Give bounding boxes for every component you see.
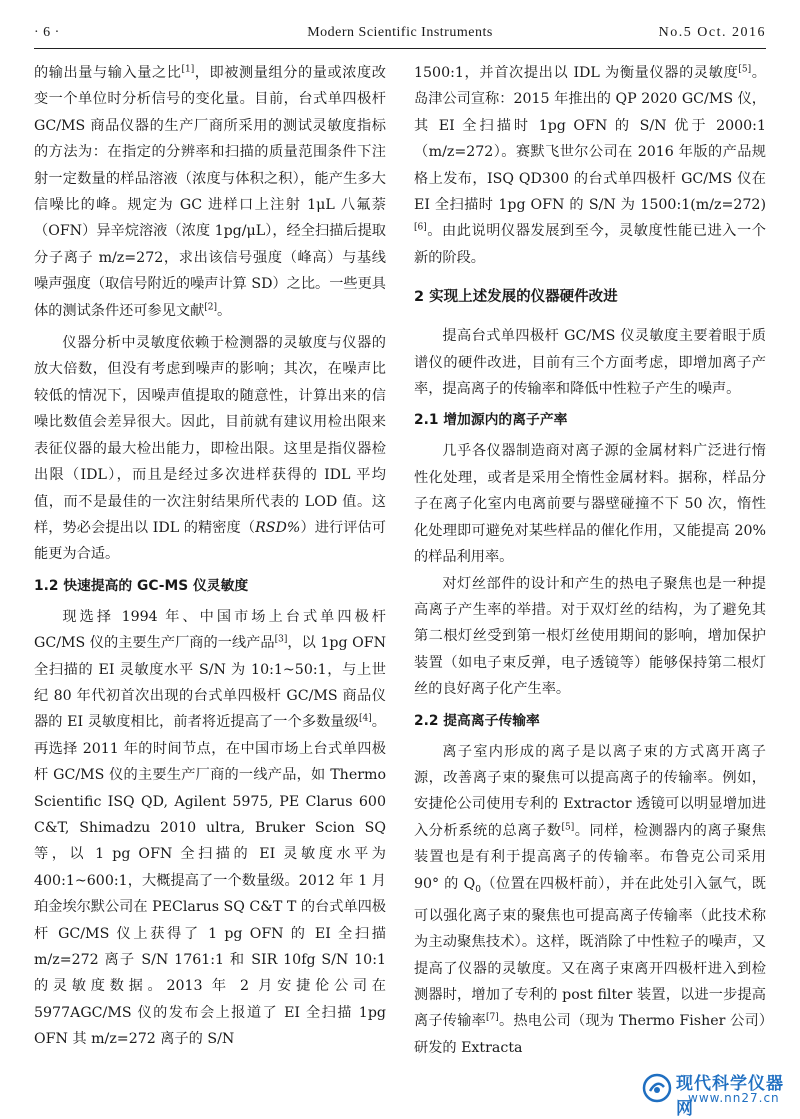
citation: [4] <box>358 713 372 724</box>
page-number: · 6 · <box>34 25 60 40</box>
journal-title: Modern Scientific Instruments <box>307 25 493 40</box>
citation: [7] <box>486 1012 499 1023</box>
watermark-title: 现代科学仪器网 <box>676 1074 784 1119</box>
paragraph: 对灯丝部件的设计和产生的热电子聚焦也是一种提高离子产生率的举措。对于双灯丝的结构，为了避免其第二根灯丝受到第一根灯丝使用期间的影响，增加保护装置（如电子束反弹，电子透镜等）能够保持第二根灯丝的良好离子化产生率。 <box>414 575 766 698</box>
section-heading-2: 2 实现上述发展的仪器硬件改进 <box>414 289 618 306</box>
citation: [3] <box>274 634 288 645</box>
paragraph: 离子室内形成的离子是以离子束的方式离开离子源，改善离子束的聚焦可以提高离子的传输率。例如，安捷伦公司使用专利的 Extractor 透镜可以明显增加进入分析系统的总离子数[5]。同样，检测器内的离子聚焦装置也是有利于提高离子的传输率。布鲁克公司采用 90° 的 $Q_0$（位置在四极杆前），并在此处引入氩气，既可以强化离子束的聚焦也可提高离子传输率（此技术称为主动聚焦技术）。这样，既消除了中性粒子的噪声，又提高了仪器的灵敏度。又在离子束离开四极杆进入到检测器时，增加了专利的 post filter 装置，以进一步提高离子传输率[7]。热电公司（现为 Thermo Fisher 公司）研发的 Extracta <box>414 743 766 1056</box>
paragraph: 仪器分析中灵敏度依赖于检测器的灵敏度与仪器的放大倍数，但没有考虑到噪声的影响；其次，在噪声比较低的情况下，因噪声值提取的随意性，计算出来的信噪比数值会差异很大。因此，目前就有建议用检出限来表征仪器的最大检出能力，即检出限。这里是指仪器检出限（IDL），而且是经过多次进样获得的 IDL 平均值，而不是最佳的一次注射结果所代表的 LOD 值。这样，势必会提出以 IDL 的精密度（RSD%）进行评估可能更为合适。 <box>34 335 386 563</box>
paragraph: 现选择 1994 年、中国市场上台式单四极杆 GC/MS 仪的主要生产厂商的一线产品[3]，以 1pg OFN 全扫描的 EI 灵敏度水平 S/N 为 10:1~50:1，与上世纪 80 年代初首次出现的台式单四极杆 GC/MS 商品仪器的 EI 灵敏度相比，前者将近提高了一个多数量级[4]。再选择 2011 年的时间节点，在中国市场上台式单四极杆 GC/MS 仪的主要生产厂商的一线产品，如 Thermo Scientific ISQ QD, Agilent 5975, PE Clarus 600 C&T, Shimadzu 2010 ultra, Bruker Scion SQ 等，以 1 pg OFN 全扫描的 EI 灵敏度水平为 400:1~600:1，大概提高了一个数量级。2012 年 1 月珀金埃尔默公司在 PEClarus SQ C&T T 的台式单四极杆 GC/MS 仪上获得了 1 pg OFN 的 EI 全扫描 m/z=272 离子 S/N 1761:1 和 SIR 10fg S/N 10:1 的灵敏度数据。2013 年 2 月安捷伦公司在 5977AGC/MS 仪的发布会上报道了 EI 全扫描 1pg OFN 其 m/z=272 离子的 S/N <box>34 608 386 1048</box>
site-watermark <box>642 1069 792 1119</box>
paragraph: 1500:1，并首次提出以 IDL 为衡量仪器的灵敏度[5]。岛津公司宣称：2015 年推出的 QP 2020 GC/MS 仪，其 EI 全扫描时 1pg OFN 的 S/N 优于 2000:1（m/z=272）。赛默飞世尔公司在 2016 年版的产品规格上发布，ISQ QD300 的台式单四极杆 GC/MS 仪在 EI 全扫描时 1pg OFN 的 S/N 为 1500:1(m/z=272)[6]。由此说明仪器发展到至今，灵敏度性能已进入一个新的阶段。 <box>414 64 766 266</box>
citation: [6] <box>414 222 427 233</box>
citation: [2] <box>204 301 218 312</box>
citation: [5] <box>738 64 752 75</box>
running-header <box>34 22 766 49</box>
paragraph: 几乎各仪器制造商对离子源的金属材料广泛进行惰性化处理，或者是采用全惰性金属材料。据称，样品分子在离子化室内电离前要与器壁碰撞不下 50 次，惰性化处理即可避免对某些样品的催化作用，又能提高 20% 的样品利用率。 <box>414 443 766 566</box>
paragraph: 提高台式单四极杆 GC/MS 仪灵敏度主要着眼于质谱仪的硬件改进，目前有三个方面考虑，即增加离子产率，提高离子的传输率和降低中性粒子产生的噪声。 <box>414 328 766 398</box>
section-heading-2-1: 2.1 增加源内的离子产率 <box>414 412 568 429</box>
citation: [5] <box>561 822 575 833</box>
paragraph: 的输出量与输入量之比[1]，即被测量组分的量或浓度改变一个单位时分析信号的变化量。目前，台式单四极杆 GC/MS 商品仪器的生产厂商所采用的测试灵敏度指标的方法为：在指定的分辨率和扫描的质量范围条件下注射一定数量的样品溶液（浓度与体积之积），能产生多大信噪比的峰。规定为 GC 进样口上注射 1μL 八氟萘（OFN）异辛烷溶液（浓度 1pg/μL），经全扫描后提取分子离子 m/z=272，求出该信号强度（峰高）与基线噪声强度（取信号附近的噪声计算 SD）之比。一些更具体的测试条件还可参见文献[2]。 <box>34 64 386 319</box>
right-column <box>414 60 766 1061</box>
watermark-url: www.nn27.cn <box>688 1091 780 1105</box>
watermark-logo-icon <box>642 1073 672 1103</box>
issue-info: No.5 Oct. 2016 <box>658 25 766 40</box>
left-column <box>34 60 386 1053</box>
section-heading-2-2: 2.2 提高离子传输率 <box>414 712 540 729</box>
section-heading-1-2: 1.2 快速提高的 GC-MS 仪灵敏度 <box>34 577 249 594</box>
citation: [1] <box>181 64 195 75</box>
